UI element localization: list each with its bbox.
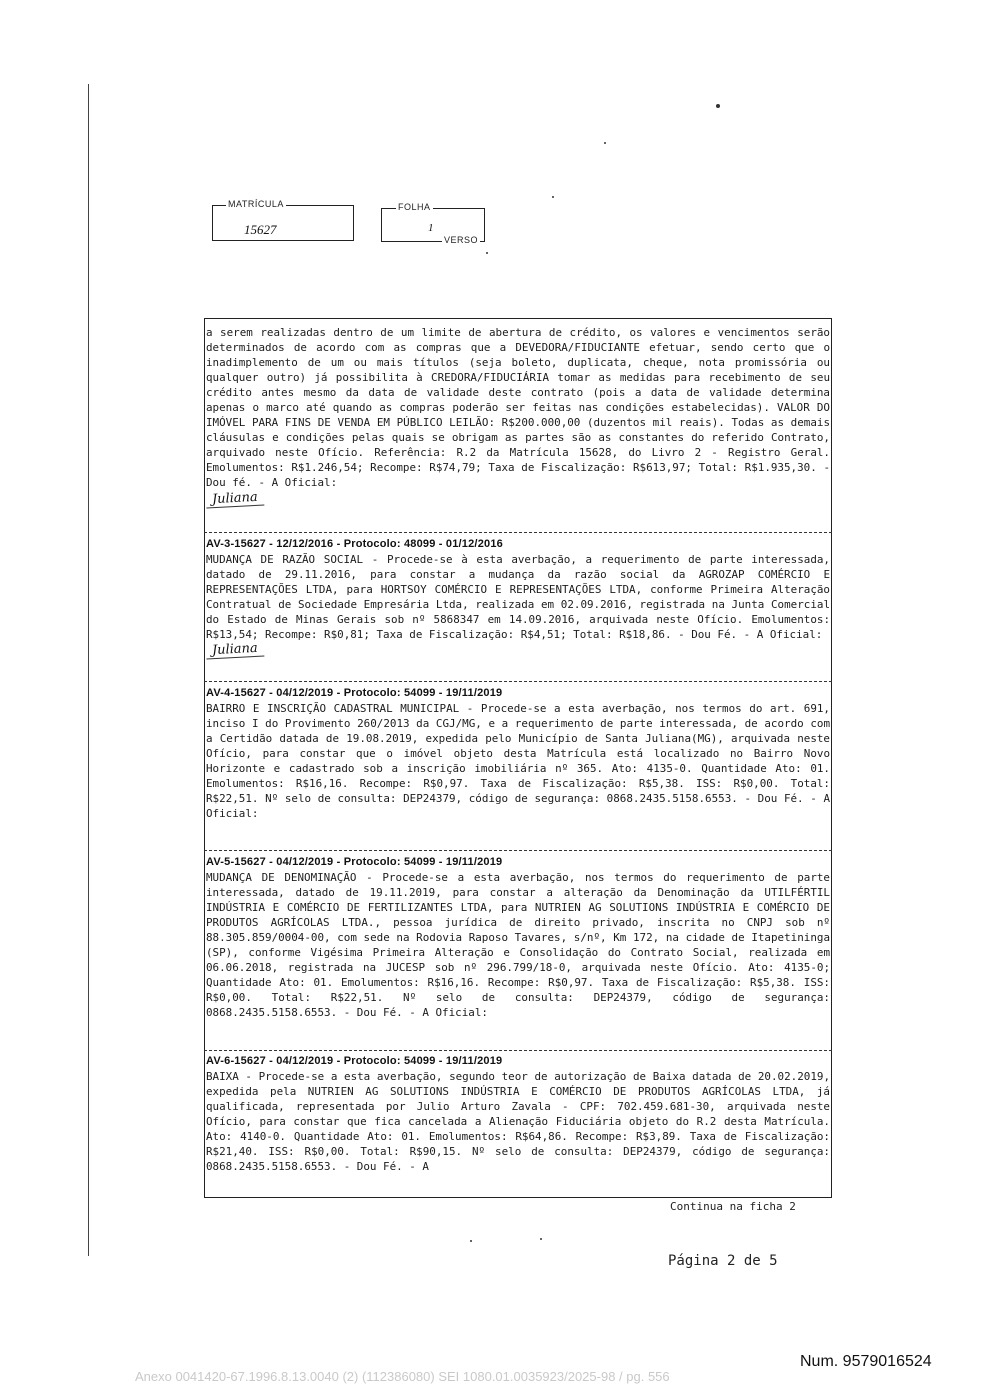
entry-av3	[206, 537, 830, 658]
continuation-text: a serem realizadas dentro de um limite de abertura de crédito, os valores e vencimentos serão determinados de acordo com as compras que a DEVEDORA/FIDUCIANTE efetuar, sendo certo que o inadimplemento de um ou mais títulos (seja boleto, duplicata, cheque, nota promissória ou qualquer outro) já possibilita à CREDORA/FIDUCIÁRIA tomar as medidas para recebimento de seu crédito antes mesmo da data de validade deste contrato (pois a data de validade determina apenas o marco até quando as compras poderão ser feitas nas condições estabelecidas). VALOR DO IMÓVEL PARA FINS DE VENDA EM PÚBLICO LEILÃO: R$200.000,00 (duzentos mil reais). Todas as demais cláusulas e condições pelas quais se obrigam as partes são as constantes do referido Contrato, arquivado neste Ofício. Referência: R.2 da Matrícula 15628, do Livro 2 - Registro Geral. Emolumentos: R$1.246,54; Recompe: R$74,79; Taxa de Fiscalização: R$613,97; Total: R$1.935,30. - Dou fé. - A Oficial:	[206, 326, 830, 489]
entry-text: BAIRRO E INSCRIÇÃO CADASTRAL MUNICIPAL - Procede-se a esta averbação, nos termos do art. 691, inciso I do Provimento 260/2013 da CGJ/MG, e a requerimento de parte interessada, de acordo com a Certidão datada de 19.08.2019, expedida pelo Município de Santa Juliana(MG), arquivada neste Ofício, para constar que o imóvel objeto desta Matrícula está localizado no Bairro Novo Horizonte e cadastrado sob a inscrição imobiliária nº 365. Ato: 4135-0. Quantidade Ato: 01. Emolumentos: R$16,16. Recompe: R$0,97. Taxa de Fiscalização: R$5,38. ISS: R$0,00. Total: R$22,51. Nº selo de consulta: DEP24379, código de segurança: 0868.2435.5158.6553. - Dou Fé. - A Oficial:	[206, 702, 830, 820]
footer-reference: Anexo 0041420-67.1996.8.13.0040 (2) (112386080) SEI 1080.01.0035923/2025-98 / pg. 556	[135, 1369, 670, 1384]
document-number: Num. 9579016524	[800, 1353, 932, 1370]
matricula-value: 15627	[244, 222, 277, 237]
continuation-section	[206, 325, 830, 507]
entry-text: MUDANÇA DE RAZÃO SOCIAL - Procede-se à esta averbação, a requerimento de parte interessada, datado de 29.11.2016, para constar a mudança da razão social da AGROZAP COMÉRCIO E REPRESENTAÇÕES LTDA, para HORTSOY COMÉRCIO E REPRESENTAÇÕES LTDA, conforme Primeira Alteração Contratual de Sociedade Empresária Ltda, realizada em 02.09.2016, registrada na Junta Comercial do Estado de Minas Gerais sob nº 5868347 em 14.09.2016, arquivada neste Ofício. Emolumentos: R$13,54; Recompe: R$0,81; Taxa de Fiscalização: R$4,51; Total: R$18,86. - Dou Fé. - A Oficial:	[206, 553, 830, 641]
scan-speck	[552, 196, 554, 198]
entry-divider	[204, 850, 832, 851]
scan-speck	[604, 142, 606, 144]
entry-divider	[204, 681, 832, 682]
entry-av6	[206, 1054, 830, 1174]
entry-heading: AV-5-15627 - 04/12/2019 - Protocolo: 54099 - 19/11/2019	[206, 856, 503, 868]
page-number: Página 2 de 5	[668, 1253, 778, 1269]
entry-text: BAIXA - Procede-se a esta averbação, segundo teor de autorização de Baixa datada de 20.02.2019, expedida pela NUTRIEN AG SOLUTIONS INDÚSTRIA E COMÉRCIO DE PRODUTOS AGRÍCOLAS LTDA, já qualificada, representada por Julio Arturo Zavala - CPF: 702.459.681-30, arquivada neste Ofício, para constar que fica cancelada a Alienação Fiduciária objeto do R.2 desta Matrícula. Ato: 4140-0. Quantidade Ato: 01. Emolumentos: R$64,86. Recompe: R$3,89. Taxa de Fiscalização: R$21,40. ISS: R$0,00. Total: R$90,15. Nº selo de consulta: DEP24379, código de segurança: 0868.2435.5158.6553. - Dou Fé. - A	[206, 1070, 830, 1173]
oficial-signature: Juliana	[206, 640, 265, 659]
entry-heading: AV-3-15627 - 12/12/2016 - Protocolo: 48099 - 01/12/2016	[206, 538, 503, 550]
page-left-edge	[88, 84, 89, 1256]
folha-label: FOLHA	[398, 202, 431, 212]
matricula-label: MATRÍCULA	[228, 199, 284, 209]
entry-av4	[206, 686, 830, 821]
entry-heading: AV-6-15627 - 04/12/2019 - Protocolo: 54099 - 19/11/2019	[206, 1055, 503, 1067]
scan-speck	[716, 104, 720, 108]
entry-divider	[204, 532, 832, 533]
folha-value: 1	[428, 222, 434, 234]
entry-heading: AV-4-15627 - 04/12/2019 - Protocolo: 54099 - 19/11/2019	[206, 687, 503, 699]
scan-speck	[470, 1240, 472, 1242]
scan-speck	[486, 252, 488, 254]
continua-note: Continua na ficha 2	[670, 1200, 796, 1213]
scan-speck	[540, 1238, 542, 1240]
verso-label: VERSO	[444, 235, 479, 245]
oficial-signature: Juliana	[206, 489, 265, 508]
entry-divider	[204, 1050, 832, 1051]
matricula-box	[212, 205, 354, 241]
entry-av5	[206, 855, 830, 1020]
entry-text: MUDANÇA DE DENOMINAÇÃO - Procede-se a esta averbação, nos termos do requerimento de parte interessada, datado de 19.11.2019, para constar a alteração da Denominação da UTILFÉRTIL INDÚSTRIA E COMÉRCIO DE FERTILIZANTES LTDA, para NUTRIEN AG SOLUTIONS INDÚSTRIA E COMÉRCIO DE PRODUTOS AGRÍCOLAS LTDA., pessoa jurídica de direito privado, inscrita no CNPJ sob nº 88.305.859/0004-00, com sede na Rodovia Raposo Tavares, s/nº, Km 172, na cidade de Itapetininga (SP), conforme Vigésima Primeira Alteração e Consolidação do Contrato Social, realizada em 06.06.2018, registrada na JUCESP sob nº 296.799/18-0, arquivada neste Ofício. Ato: 4135-0; Quantidade Ato: 01. Emolumentos: R$16,16. Recompe: R$0,97. Taxa de Fiscalização: R$5,38. ISS: R$0,00. Total: R$22,51. Nº selo de consulta: DEP24379, código de segurança: 0868.2435.5158.6553. - Dou Fé. - A Oficial:	[206, 871, 830, 1019]
